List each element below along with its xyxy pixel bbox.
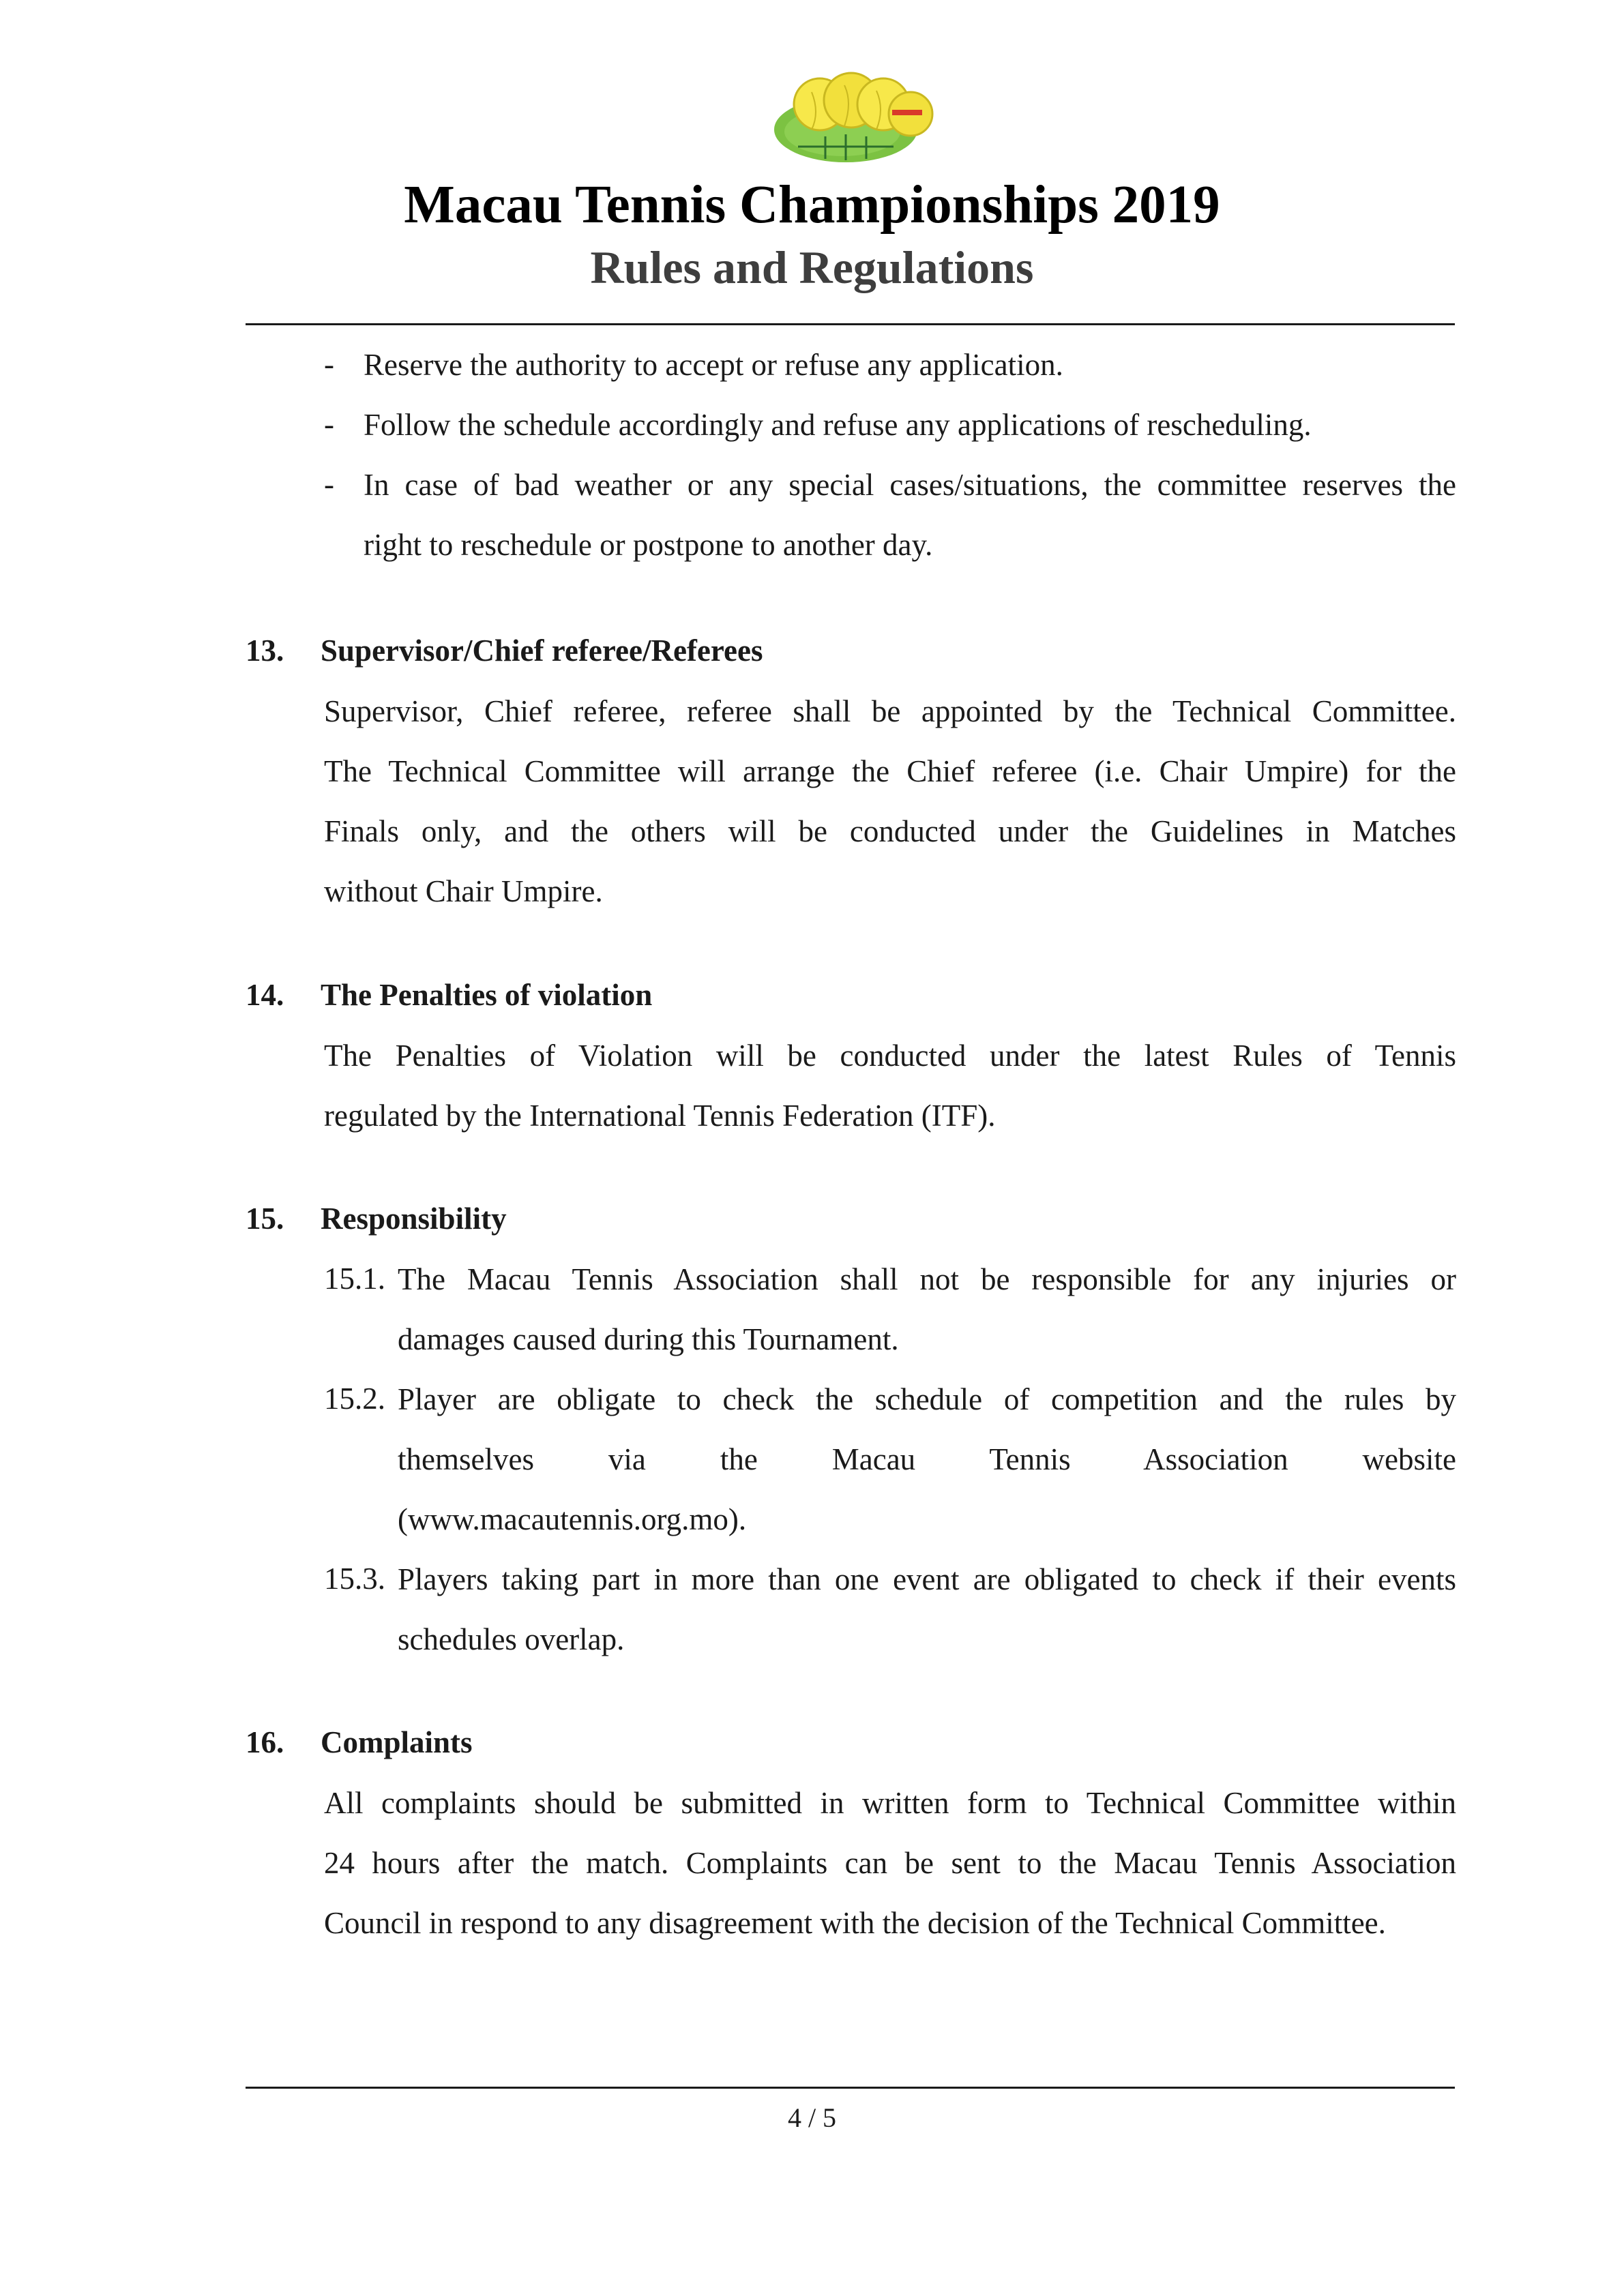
- section-number: 14.: [246, 978, 284, 1012]
- section-number: 15.: [246, 1202, 284, 1236]
- paragraph-line: The Penalties of Violation will be conducted under the latest Rules of Tennis: [324, 1039, 1456, 1073]
- section-number: 13.: [246, 633, 284, 668]
- paragraph-line: Supervisor, Chief referee, referee shall be appointed by the Technical Committee.: [324, 694, 1456, 728]
- macau-tennis-association-logo: [771, 72, 941, 164]
- paragraph-line: Players taking part in more than one event are obligated to check if their events: [398, 1562, 1456, 1596]
- paragraph-line: Player are obligate to check the schedule of competition and the rules by: [398, 1382, 1456, 1416]
- bullet-line: In case of bad weather or any special cases/situations, the committee reserves the: [364, 468, 1456, 502]
- paragraph-line: regulated by the International Tennis Federation (ITF).: [324, 1099, 996, 1133]
- subsection-paragraph: [398, 1261, 1456, 1381]
- section-paragraph: [324, 1785, 1456, 1965]
- paragraph-line: schedules overlap.: [398, 1622, 625, 1656]
- footer-divider: [246, 2087, 1455, 2089]
- section-title: Responsibility: [321, 1202, 507, 1236]
- bullet-dash: -: [324, 407, 334, 441]
- section-title: Complaints: [321, 1725, 473, 1759]
- paragraph-line: damages caused during this Tournament.: [398, 1322, 899, 1356]
- paragraph-line: All complaints should be submitted in written form to Technical Committee within: [324, 1786, 1456, 1820]
- subsection-number: 15.2.: [324, 1382, 385, 1416]
- paragraph-line: 24 hours after the match. Complaints can be sent to the Macau Tennis Association: [324, 1846, 1456, 1880]
- bullet-line: right to reschedule or postpone to another day.: [364, 528, 933, 562]
- document-title: Macau Tennis Championships 2019: [404, 175, 1220, 235]
- section-paragraph: [324, 693, 1456, 933]
- subsection-number: 15.1.: [324, 1262, 385, 1296]
- document-subtitle: Rules and Regulations: [590, 241, 1034, 293]
- paragraph-line: (www.macautennis.org.mo).: [398, 1502, 747, 1536]
- paragraph-line: Council in respond to any disagreement with the decision of the Technical Committee.: [324, 1906, 1386, 1940]
- section-title: The Penalties of violation: [321, 978, 653, 1012]
- page-number: 4 / 5: [787, 2102, 837, 2133]
- subsection-paragraph: [398, 1561, 1456, 1681]
- header-divider: [246, 323, 1455, 325]
- paragraph-line: themselves via the Macau Tennis Association website: [398, 1442, 1456, 1476]
- section-number: 16.: [246, 1725, 284, 1759]
- bullet-line: Follow the schedule accordingly and refuse any applications of rescheduling.: [364, 408, 1312, 442]
- bullet-line: Reserve the authority to accept or refuse any application.: [364, 348, 1063, 382]
- bullet-dash: -: [324, 347, 334, 381]
- subsection-paragraph: [398, 1381, 1456, 1561]
- bullet-dash: -: [324, 467, 334, 501]
- bullet-paragraph: [364, 466, 1456, 586]
- paragraph-line: without Chair Umpire.: [324, 874, 603, 908]
- section-title: Supervisor/Chief referee/Referees: [321, 633, 763, 668]
- subsection-number: 15.3.: [324, 1562, 385, 1596]
- paragraph-line: Finals only, and the others will be conducted under the Guidelines in Matches: [324, 814, 1456, 848]
- paragraph-line: The Technical Committee will arrange the Chief referee (i.e. Chair Umpire) for the: [324, 754, 1456, 788]
- section-paragraph: [324, 1037, 1456, 1157]
- paragraph-line: The Macau Tennis Association shall not be responsible for any injuries or: [398, 1262, 1456, 1296]
